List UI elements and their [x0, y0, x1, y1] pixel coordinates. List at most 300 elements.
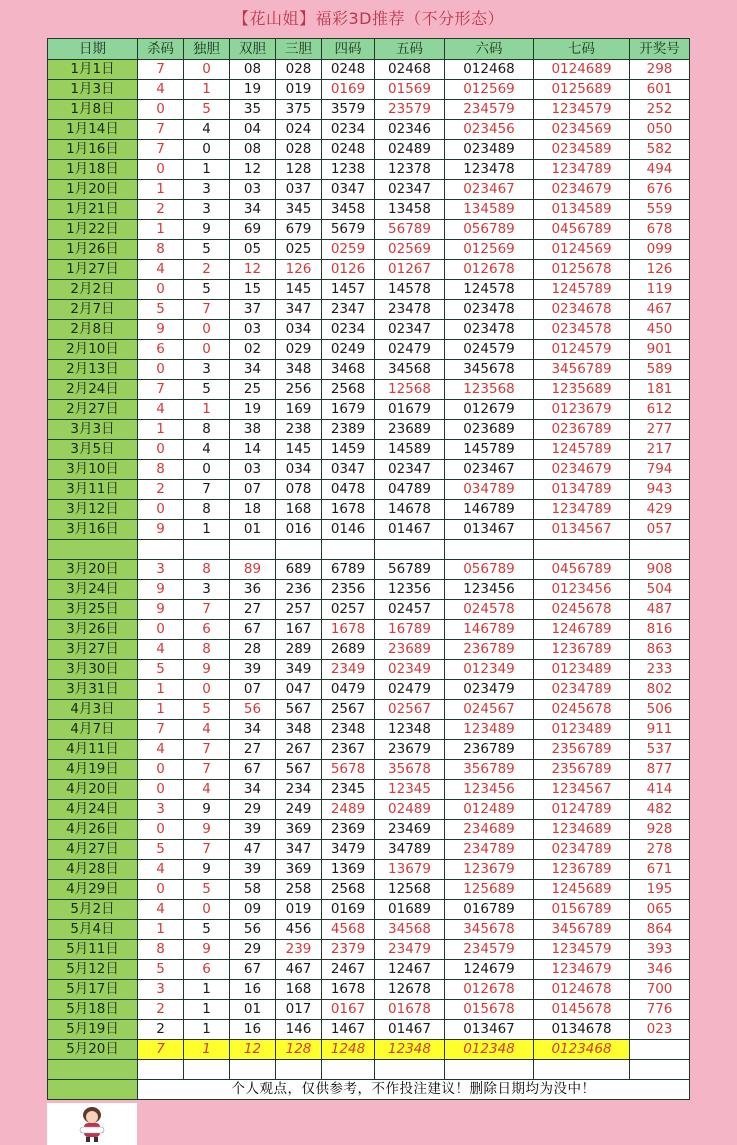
table-row — [48, 680, 690, 700]
cell-kill: 2 — [138, 200, 184, 220]
cell-double: 08 — [230, 60, 276, 80]
table-row-blank — [48, 540, 690, 560]
cell-four: 1678 — [322, 980, 375, 1000]
cell-double: 14 — [230, 440, 276, 460]
row-date: 1月8日 — [48, 100, 138, 120]
cell-single: 0 — [184, 680, 230, 700]
cell-seven: 1245789 — [534, 440, 630, 460]
cell-four: 5679 — [322, 220, 375, 240]
cell-six: 146789 — [445, 500, 534, 520]
cell-five: 02468 — [375, 60, 445, 80]
cell-seven: 1234579 — [534, 940, 630, 960]
table-row — [48, 120, 690, 140]
cell-seven: 0134789 — [534, 480, 630, 500]
cell-triple: 029 — [276, 340, 322, 360]
row-date: 2月10日 — [48, 340, 138, 360]
cell-six: 023479 — [445, 680, 534, 700]
cell-draw: 794 — [630, 460, 690, 480]
row-date: 2月7日 — [48, 300, 138, 320]
cell-triple: 016 — [276, 520, 322, 540]
cell-seven: 0456789 — [534, 560, 630, 580]
cell-single: 3 — [184, 360, 230, 380]
cell-four: 2369 — [322, 820, 375, 840]
cell-five: 14589 — [375, 440, 445, 460]
cell-double: 29 — [230, 800, 276, 820]
cell-double: 38 — [230, 420, 276, 440]
cell-seven: 1234789 — [534, 500, 630, 520]
cell-draw: 908 — [630, 560, 690, 580]
cell-kill: 2 — [138, 1000, 184, 1020]
cell-kill: 8 — [138, 240, 184, 260]
cell-triple: 347 — [276, 840, 322, 860]
cell-five: 23579 — [375, 100, 445, 120]
cell-triple: 258 — [276, 880, 322, 900]
cell-four: 2356 — [322, 580, 375, 600]
cell-five: 02569 — [375, 240, 445, 260]
cell-double: 39 — [230, 660, 276, 680]
cell-triple: 126 — [276, 260, 322, 280]
row-date: 3月30日 — [48, 660, 138, 680]
table-row — [48, 980, 690, 1000]
cell-triple: 567 — [276, 760, 322, 780]
cell-seven: 0234589 — [534, 140, 630, 160]
row-date: 5月17日 — [48, 980, 138, 1000]
cell-double: 34 — [230, 360, 276, 380]
cell-kill: 0 — [138, 100, 184, 120]
cell-kill: 1 — [138, 680, 184, 700]
cell-four: 6789 — [322, 560, 375, 580]
cell-single: 8 — [184, 420, 230, 440]
cell-triple: 236 — [276, 580, 322, 600]
cell-triple: 267 — [276, 740, 322, 760]
cell-kill: 0 — [138, 360, 184, 380]
row-date — [48, 1060, 138, 1080]
cell-empty — [230, 1060, 276, 1080]
row-date: 4月26日 — [48, 820, 138, 840]
cell-double: 03 — [230, 320, 276, 340]
cell-four: 5678 — [322, 760, 375, 780]
cell-kill: 0 — [138, 820, 184, 840]
cell-single: 0 — [184, 320, 230, 340]
cell-draw: 467 — [630, 300, 690, 320]
table-row — [48, 660, 690, 680]
cell-six: 023689 — [445, 420, 534, 440]
row-date: 5月2日 — [48, 900, 138, 920]
col-header-four: 四码 — [322, 39, 375, 60]
cell-draw: 487 — [630, 600, 690, 620]
cell-six: 012349 — [445, 660, 534, 680]
cell-four: 0169 — [322, 900, 375, 920]
cell-kill: 5 — [138, 960, 184, 980]
cell-four: 0347 — [322, 460, 375, 480]
table-row — [48, 260, 690, 280]
cell-seven: 0124678 — [534, 980, 630, 1000]
cell-four: 2489 — [322, 800, 375, 820]
cell-single: 1 — [184, 980, 230, 1000]
cell-four: 1467 — [322, 1020, 375, 1040]
cell-four: 2347 — [322, 300, 375, 320]
cell-single: 1 — [184, 160, 230, 180]
cell-empty — [445, 1060, 534, 1080]
cell-seven: 0123456 — [534, 580, 630, 600]
cell-six: 124679 — [445, 960, 534, 980]
cell-triple: 034 — [276, 320, 322, 340]
cell-five: 12467 — [375, 960, 445, 980]
cell-seven: 1236789 — [534, 860, 630, 880]
cell-single: 7 — [184, 740, 230, 760]
cell-single: 4 — [184, 780, 230, 800]
row-date: 3月5日 — [48, 440, 138, 460]
cell-five: 01467 — [375, 520, 445, 540]
cell-draw: 181 — [630, 380, 690, 400]
cell-four: 1248 — [322, 1040, 375, 1060]
row-date: 3月24日 — [48, 580, 138, 600]
cell-six: 024579 — [445, 340, 534, 360]
cell-six: 023478 — [445, 300, 534, 320]
cell-draw: 065 — [630, 900, 690, 920]
cell-seven: 0123489 — [534, 660, 630, 680]
cell-seven: 0234679 — [534, 460, 630, 480]
cell-triple: 024 — [276, 120, 322, 140]
table-row — [48, 700, 690, 720]
cell-double: 28 — [230, 640, 276, 660]
cell-single: 0 — [184, 60, 230, 80]
row-date: 2月13日 — [48, 360, 138, 380]
cell-kill: 3 — [138, 560, 184, 580]
table-row — [48, 900, 690, 920]
cell-six: 013467 — [445, 1020, 534, 1040]
table-row — [48, 740, 690, 760]
cell-double: 12 — [230, 1040, 276, 1060]
cell-seven: 0234679 — [534, 180, 630, 200]
cell-double: 56 — [230, 920, 276, 940]
cell-five: 02479 — [375, 340, 445, 360]
cell-triple: 168 — [276, 500, 322, 520]
cell-four: 0478 — [322, 480, 375, 500]
cell-triple: 369 — [276, 860, 322, 880]
cell-double: 03 — [230, 460, 276, 480]
col-header-date: 日期 — [48, 39, 138, 60]
cell-triple: 145 — [276, 440, 322, 460]
cell-draw: 252 — [630, 100, 690, 120]
cell-empty — [276, 1060, 322, 1080]
cell-single: 9 — [184, 220, 230, 240]
cell-single: 5 — [184, 920, 230, 940]
cell-seven: 0123489 — [534, 720, 630, 740]
cell-five: 23478 — [375, 300, 445, 320]
cell-five: 56789 — [375, 220, 445, 240]
cell-four: 0146 — [322, 520, 375, 540]
cell-five: 13458 — [375, 200, 445, 220]
cell-seven: 0234789 — [534, 840, 630, 860]
cell-single: 9 — [184, 860, 230, 880]
cell-six: 023467 — [445, 180, 534, 200]
cell-draw: 700 — [630, 980, 690, 1000]
cell-single: 1 — [184, 1000, 230, 1020]
table-row — [48, 520, 690, 540]
row-date: 4月3日 — [48, 700, 138, 720]
table-row — [48, 380, 690, 400]
cell-triple: 234 — [276, 780, 322, 800]
cell-double: 12 — [230, 260, 276, 280]
table-row — [48, 220, 690, 240]
table-row — [48, 500, 690, 520]
cell-single: 1 — [184, 400, 230, 420]
cell-double: 04 — [230, 120, 276, 140]
cell-kill: 9 — [138, 600, 184, 620]
table-row — [48, 100, 690, 120]
cell-triple: 169 — [276, 400, 322, 420]
row-date: 3月27日 — [48, 640, 138, 660]
cell-seven: 0245678 — [534, 700, 630, 720]
cell-seven: 0236789 — [534, 420, 630, 440]
cell-double: 34 — [230, 780, 276, 800]
cell-kill: 7 — [138, 60, 184, 80]
cell-four: 1369 — [322, 860, 375, 880]
cell-kill: 7 — [138, 140, 184, 160]
row-date: 4月28日 — [48, 860, 138, 880]
table-row — [48, 460, 690, 480]
cell-six: 015678 — [445, 1000, 534, 1020]
cell-five: 16789 — [375, 620, 445, 640]
cell-single: 2 — [184, 260, 230, 280]
cell-double — [230, 540, 276, 560]
cell-double: 19 — [230, 400, 276, 420]
table-row — [48, 340, 690, 360]
cell-seven: 1245789 — [534, 280, 630, 300]
cell-kill: 7 — [138, 1040, 184, 1060]
cell-six: 012678 — [445, 980, 534, 1000]
cell-triple: 047 — [276, 680, 322, 700]
row-date: 3月3日 — [48, 420, 138, 440]
cell-six: 012569 — [445, 80, 534, 100]
row-date: 3月31日 — [48, 680, 138, 700]
cell-six: 016789 — [445, 900, 534, 920]
cell-double: 05 — [230, 240, 276, 260]
table-row — [48, 1020, 690, 1040]
cell-seven: 0134589 — [534, 200, 630, 220]
row-date: 1月20日 — [48, 180, 138, 200]
row-date: 5月4日 — [48, 920, 138, 940]
cell-five: 13679 — [375, 860, 445, 880]
cell-kill: 0 — [138, 780, 184, 800]
cell-double: 07 — [230, 480, 276, 500]
row-date: 3月11日 — [48, 480, 138, 500]
table-row — [48, 160, 690, 180]
cell-draw: 393 — [630, 940, 690, 960]
row-date: 4月24日 — [48, 800, 138, 820]
cell-five: 12568 — [375, 380, 445, 400]
row-date: 1月16日 — [48, 140, 138, 160]
row-date: 4月29日 — [48, 880, 138, 900]
cell-kill: 9 — [138, 520, 184, 540]
cell-five: 02346 — [375, 120, 445, 140]
table-row — [48, 640, 690, 660]
row-date: 3月26日 — [48, 620, 138, 640]
cell-kill: 4 — [138, 80, 184, 100]
cell-seven: 1234789 — [534, 160, 630, 180]
cell-seven: 0123468 — [534, 1040, 630, 1060]
cell-four: 3479 — [322, 840, 375, 860]
cell-four: 0126 — [322, 260, 375, 280]
table-row — [48, 300, 690, 320]
cell-draw: 589 — [630, 360, 690, 380]
page-title: 【花山姐】福彩3D推荐（不分形态） — [232, 9, 504, 28]
cell-draw: 506 — [630, 700, 690, 720]
cell-draw: 776 — [630, 1000, 690, 1020]
cell-draw: 671 — [630, 860, 690, 880]
cell-single: 7 — [184, 480, 230, 500]
row-date: 2月2日 — [48, 280, 138, 300]
row-date: 1月26日 — [48, 240, 138, 260]
cell-five: 12678 — [375, 980, 445, 1000]
cell-four: 2379 — [322, 940, 375, 960]
cell-four: 0249 — [322, 340, 375, 360]
cell-single: 1 — [184, 80, 230, 100]
table-row — [48, 620, 690, 640]
cell-single: 5 — [184, 380, 230, 400]
cell-single: 0 — [184, 460, 230, 480]
cell-five: 02347 — [375, 180, 445, 200]
cell-empty — [184, 1060, 230, 1080]
cell-single: 0 — [184, 140, 230, 160]
cell-double: 39 — [230, 860, 276, 880]
cell-draw: 678 — [630, 220, 690, 240]
cell-single: 5 — [184, 240, 230, 260]
cell-double: 27 — [230, 600, 276, 620]
cell-kill: 0 — [138, 440, 184, 460]
cell-four: 1679 — [322, 400, 375, 420]
cell-triple: 347 — [276, 300, 322, 320]
row-date — [48, 540, 138, 560]
cell-four: 3468 — [322, 360, 375, 380]
cell-six: 236789 — [445, 640, 534, 660]
cell-five: 12568 — [375, 880, 445, 900]
cell-double: 25 — [230, 380, 276, 400]
cell-six: 234579 — [445, 100, 534, 120]
row-date: 4月27日 — [48, 840, 138, 860]
cell-empty — [375, 1060, 445, 1080]
cell-five: 23469 — [375, 820, 445, 840]
cell-kill: 4 — [138, 900, 184, 920]
cell-four: 0248 — [322, 140, 375, 160]
cell-six: 145789 — [445, 440, 534, 460]
cell-six: 125689 — [445, 880, 534, 900]
table-row — [48, 760, 690, 780]
cell-draw — [630, 540, 690, 560]
cell-kill: 0 — [138, 880, 184, 900]
cell-kill: 3 — [138, 800, 184, 820]
cell-seven: 0125678 — [534, 260, 630, 280]
table-row — [48, 420, 690, 440]
cell-four: 1457 — [322, 280, 375, 300]
cell-draw: 298 — [630, 60, 690, 80]
row-date: 2月24日 — [48, 380, 138, 400]
cell-empty — [322, 1060, 375, 1080]
cell-six: 024567 — [445, 700, 534, 720]
table-row — [48, 800, 690, 820]
cell-single: 5 — [184, 100, 230, 120]
cell-double: 67 — [230, 760, 276, 780]
cell-six: 345678 — [445, 920, 534, 940]
cell-double: 27 — [230, 740, 276, 760]
cell-seven: 1234579 — [534, 100, 630, 120]
table-row-blank — [48, 1060, 690, 1080]
cell-seven: 0124569 — [534, 240, 630, 260]
cell-five: 02457 — [375, 600, 445, 620]
cell-draw: 057 — [630, 520, 690, 540]
row-date: 2月8日 — [48, 320, 138, 340]
cell-six: 123478 — [445, 160, 534, 180]
cell-kill: 7 — [138, 380, 184, 400]
cell-kill: 4 — [138, 740, 184, 760]
cell-seven: 1246789 — [534, 620, 630, 640]
cell-double: 07 — [230, 680, 276, 700]
table-row — [48, 840, 690, 860]
row-date: 4月11日 — [48, 740, 138, 760]
cell-five: 56789 — [375, 560, 445, 580]
cell-kill: 5 — [138, 660, 184, 680]
cell-kill: 2 — [138, 480, 184, 500]
cell-kill: 3 — [138, 980, 184, 1000]
cell-six: 234689 — [445, 820, 534, 840]
cell-four: 2567 — [322, 700, 375, 720]
cell-single: 7 — [184, 300, 230, 320]
cell-four: 0479 — [322, 680, 375, 700]
cell-draw: 482 — [630, 800, 690, 820]
cell-five: 12378 — [375, 160, 445, 180]
cell-six: 356789 — [445, 760, 534, 780]
cell-seven: 1235689 — [534, 380, 630, 400]
cell-seven: 1234689 — [534, 820, 630, 840]
cell-draw: 277 — [630, 420, 690, 440]
cell-draw: 863 — [630, 640, 690, 660]
cell-four: 2349 — [322, 660, 375, 680]
cell-five: 02567 — [375, 700, 445, 720]
cell-double: 03 — [230, 180, 276, 200]
cell-single: 5 — [184, 280, 230, 300]
cell-kill: 8 — [138, 460, 184, 480]
cell-five: 23689 — [375, 420, 445, 440]
cell-single: 3 — [184, 200, 230, 220]
cell-triple: 289 — [276, 640, 322, 660]
cell-draw: 099 — [630, 240, 690, 260]
cell-four: 0234 — [322, 320, 375, 340]
cell-seven: 2356789 — [534, 760, 630, 780]
row-date: 2月27日 — [48, 400, 138, 420]
cell-six: 056789 — [445, 560, 534, 580]
table-row — [48, 320, 690, 340]
cell-draw: 504 — [630, 580, 690, 600]
cell-draw: 537 — [630, 740, 690, 760]
cell-draw: 559 — [630, 200, 690, 220]
row-date: 5月19日 — [48, 1020, 138, 1040]
cell-seven: 0234578 — [534, 320, 630, 340]
cell-six: 012348 — [445, 1040, 534, 1060]
row-date: 3月10日 — [48, 460, 138, 480]
cell-kill: 4 — [138, 640, 184, 660]
cell-triple: 078 — [276, 480, 322, 500]
cell-double: 16 — [230, 980, 276, 1000]
table-row — [48, 580, 690, 600]
cell-four: 1678 — [322, 500, 375, 520]
cell-four: 2389 — [322, 420, 375, 440]
table-row — [48, 940, 690, 960]
cell-five: 34789 — [375, 840, 445, 860]
cell-triple: 128 — [276, 1040, 322, 1060]
cell-kill: 4 — [138, 400, 184, 420]
cell-five: 01689 — [375, 900, 445, 920]
